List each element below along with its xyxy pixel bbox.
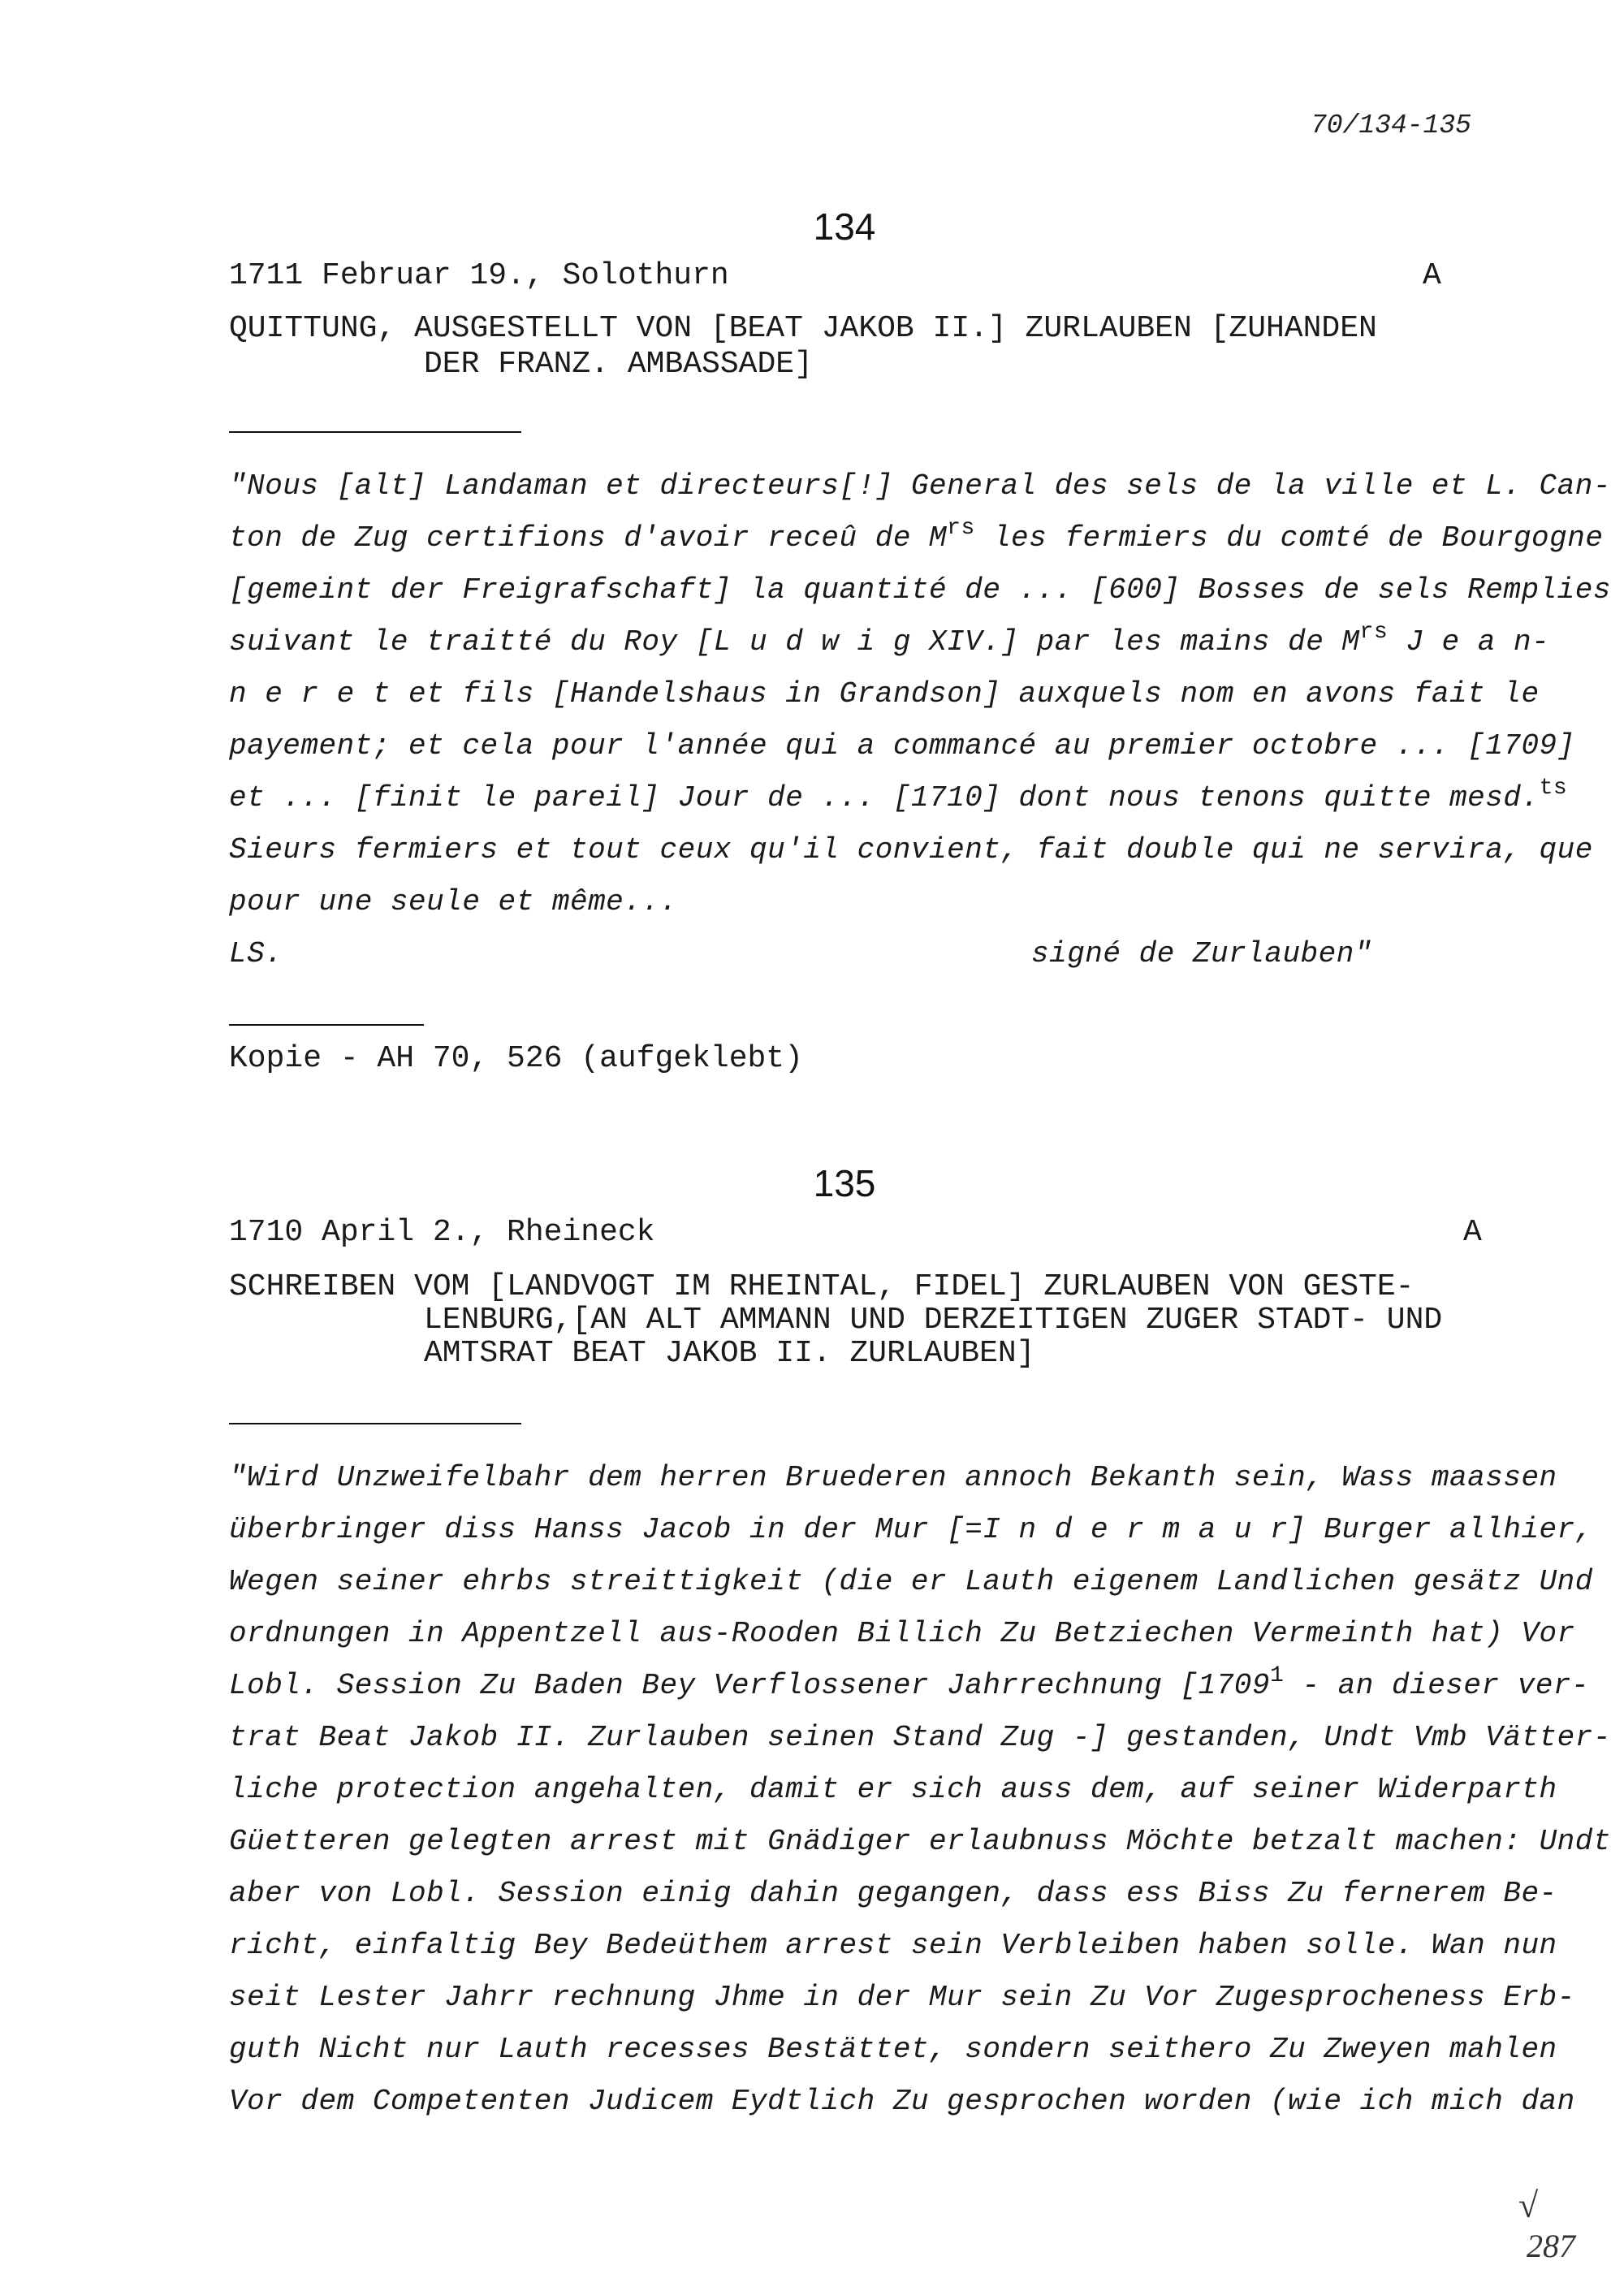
doc135-letter: A (1463, 1215, 1482, 1250)
doc134-sup-rs-1: rs (947, 515, 975, 541)
doc134-source: Kopie - AH 70, 526 (aufgeklebt) (229, 1041, 803, 1076)
doc134-sup-rs-2: rs (1359, 619, 1389, 645)
doc135-body-line9: aber von Lobl. Session einig dahin gegangen, dass ess Biss Zu fernerem Be- (229, 1877, 1557, 1910)
archive-reference: 70/134-135 (1310, 110, 1471, 140)
doc135-date-place: 1710 April 2., Rheineck (229, 1215, 655, 1250)
doc134-body-line7 (229, 775, 1568, 815)
doc134-body-line6: payement; et cela pour l'année qui a commancé au premier octobre ... [1709] (229, 729, 1575, 763)
doc135-body-line2: überbringer diss Hanss Jacob in der Mur [=I n d e r m a u r] Burger allhier, (229, 1513, 1593, 1546)
doc134-rule-top (229, 431, 521, 433)
doc134-body-line4-b: J e a n- (1406, 625, 1550, 659)
doc134-date-place: 1711 Februar 19., Solothurn (229, 258, 729, 293)
doc135-title-line3: AMTSRAT BEAT JAKOB II. ZURLAUBEN] (424, 1336, 1035, 1371)
doc135-body-line12: guth Nicht nur Lauth recesses Bestättet, sondern seithero Zu Zweyen mahlen (229, 2033, 1557, 2066)
doc134-body-line4 (229, 619, 1550, 659)
doc134-body-line8: Sieurs fermiers et tout ceux qu'il convient, fait double qui ne servira, que (229, 833, 1593, 867)
doc134-body-line7-a: et ... [finit le pareil] Jour de ... [1710] dont nous tenons quitte mesd. (229, 781, 1540, 815)
doc134-title-line2: DER FRANZ. AMBASSADE] (424, 347, 813, 382)
doc135-body-line5-a: Lobl. Session Zu Baden Bey Verflossener Jahrrechnung [1709 (229, 1669, 1271, 1702)
doc135-body-line10: richt, einfaltig Bey Bedeüthem arrest sein Verbleiben haben solle. Wan nun (229, 1929, 1557, 1962)
doc134-letter: A (1423, 258, 1441, 293)
doc135-body-line6: trat Beat Jakob II. Zurlauben seinen Stand Zug -] gestanden, Undt Vmb Vätter- (229, 1721, 1611, 1754)
doc134-body-line4-a: suivant le traitté du Roy [L u d w i g XIV.] par les mains de M (229, 625, 1360, 659)
doc135-body-line5 (229, 1662, 1590, 1702)
doc134-sup-ts: ts (1539, 775, 1568, 801)
doc134-body-line2-a: ton de Zug certifions d'avoir receû de M (229, 521, 948, 555)
doc134-seal-ls: LS. (229, 937, 283, 970)
doc135-body-line11: seit Lester Jahrr rechnung Jhme in der Mur sein Zu Vor Zugesprocheness Erb- (229, 1981, 1575, 2014)
check-mark: √ (1518, 2185, 1539, 2225)
document-number-134: 134 (813, 205, 876, 248)
doc135-body-line3: Wegen seiner ehrbs streittigkeit (die er Lauth eigenem Landlichen gesätz Und (229, 1565, 1593, 1598)
page-stamp-number: 287 (1527, 2228, 1575, 2264)
doc134-body-line9: pour une seule et même... (229, 885, 678, 919)
doc134-rule-bottom (229, 1024, 424, 1026)
document-number-135: 135 (813, 1162, 876, 1204)
doc134-body-line2 (229, 515, 1604, 555)
doc135-footnote-sup: 1 (1270, 1662, 1285, 1688)
doc134-body-line2-b: les fermiers du comté de Bourgogne (992, 521, 1604, 555)
doc135-title-line2: LENBURG,[AN ALT AMMANN UND DERZEITIGEN ZUGER STADT- UND (424, 1303, 1443, 1338)
doc135-title-line1: SCHREIBEN VOM [LANDVOGT IM RHEINTAL, FIDEL] ZURLAUBEN VON GESTE- (229, 1269, 1415, 1304)
doc135-body-line1: "Wird Unzweifelbahr dem herren Bruederen annoch Bekanth sein, Wass maassen (229, 1461, 1557, 1494)
doc134-body-line1: "Nous [alt] Landaman et directeurs[!] General des sels de la ville et L. Can- (229, 469, 1611, 503)
doc135-body-line5-b: - an dieser ver- (1284, 1669, 1590, 1702)
doc134-body-line3: [gemeint der Freigrafschaft] la quantité de ... [600] Bosses de sels Remplies (229, 573, 1611, 607)
doc134-signature: signé de Zurlauben" (1031, 937, 1372, 970)
doc135-body-line4: ordnungen in Appentzell aus-Rooden Billich Zu Betziechen Vermeinth hat) Vor (229, 1617, 1575, 1650)
doc135-body-line13: Vor dem Competenten Judicem Eydtlich Zu gesprochen worden (wie ich mich dan (229, 2085, 1575, 2118)
doc135-body-line8: Güetteren gelegten arrest mit Gnädiger erlaubnuss Möchte betzalt machen: Undt (229, 1825, 1611, 1858)
doc135-body-line7: liche protection angehalten, damit er sich auss dem, auf seiner Widerparth (229, 1773, 1557, 1806)
doc134-body-line5: n e r e t et fils [Handelshaus in Grandson] auxquels nom en avons fait le (229, 677, 1540, 711)
doc134-title-line1: QUITTUNG, AUSGESTELLT VON [BEAT JAKOB II.] ZURLAUBEN [ZUHANDEN (229, 311, 1377, 346)
doc135-rule-top (229, 1423, 521, 1424)
